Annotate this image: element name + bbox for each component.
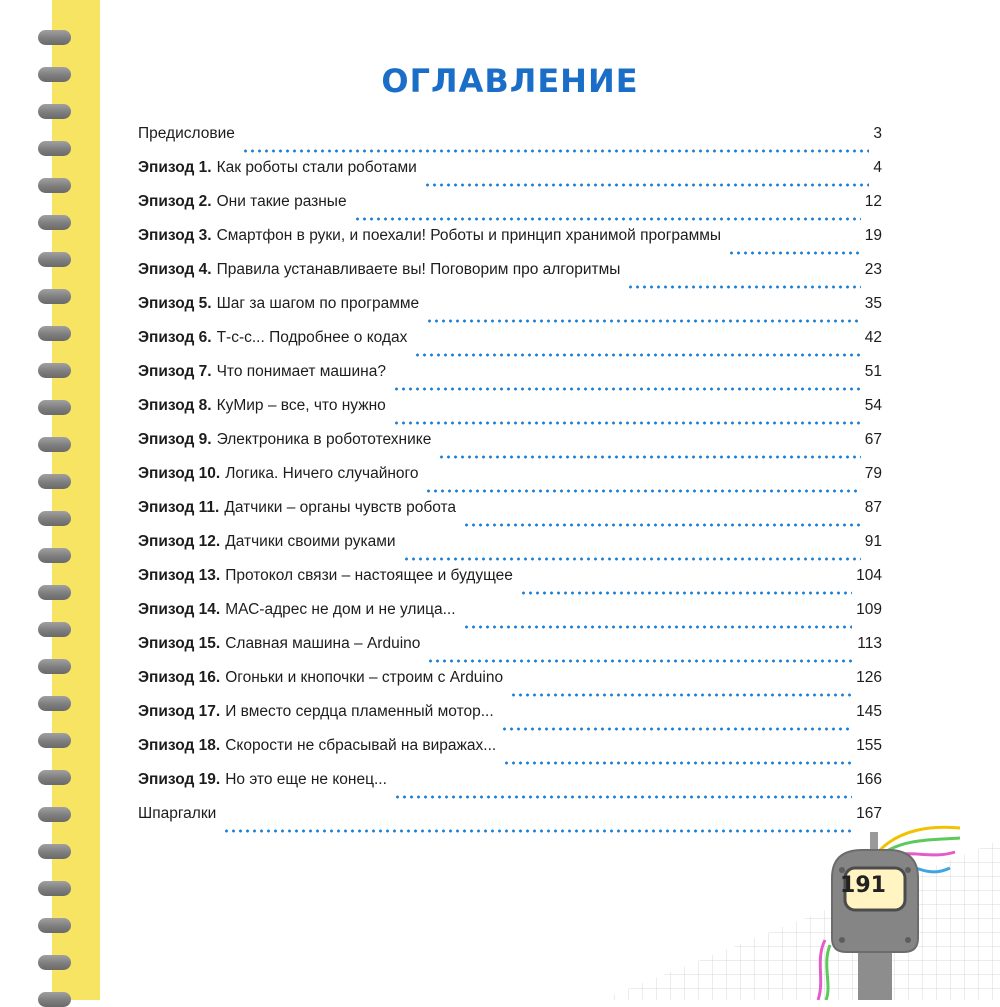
entry-page: 126 [856, 669, 882, 686]
dot-leader [424, 183, 870, 187]
toc-row [138, 261, 882, 295]
entry-title: И вместо сердца пламенный мотор... [225, 703, 494, 720]
binding-ring [38, 733, 71, 748]
toc-row [138, 499, 882, 533]
episode-number: Эпизод 13. [138, 567, 221, 584]
dot-leader [414, 353, 860, 357]
entry-page: 109 [856, 601, 882, 618]
entry-title: Шаг за шагом по программе [216, 295, 420, 312]
entry-title: Скорости не сбрасывай на виражах... [225, 737, 497, 754]
dot-leader [463, 523, 861, 527]
binding-ring [38, 622, 71, 637]
entry-page: 23 [864, 261, 882, 278]
entry-page: 87 [864, 499, 882, 516]
toc-row [138, 397, 882, 431]
entry-page: 167 [856, 805, 882, 822]
episode-number: Эпизод 4. [138, 261, 212, 278]
entry-title: Правила устанавливаете вы! Поговорим про алгоритмы [216, 261, 621, 278]
binding-ring [38, 918, 71, 933]
binding-ring [38, 30, 71, 45]
entry-page: 3 [873, 125, 882, 142]
binding-ring [38, 400, 71, 415]
dot-leader [510, 693, 852, 697]
entry-title: Предисловие [138, 125, 235, 142]
toc-row [138, 329, 882, 363]
episode-number: Эпизод 6. [138, 329, 212, 346]
toc-row [138, 567, 882, 601]
episode-number: Эпизод 3. [138, 227, 212, 244]
episode-number: Эпизод 18. [138, 737, 221, 754]
toc-row [138, 533, 882, 567]
entry-title: Т-с-с... Подробнее о кодах [216, 329, 408, 346]
entry-title: МАС-адрес не дом и не улица... [225, 601, 456, 618]
binding-ring [38, 141, 71, 156]
entry-title: Электроника в робототехнике [216, 431, 432, 448]
episode-number: Эпизод 7. [138, 363, 212, 380]
episode-number: Эпизод 14. [138, 601, 221, 618]
dot-leader [627, 285, 860, 289]
toc-row [138, 295, 882, 329]
entry-title: Как роботы стали роботами [216, 159, 417, 176]
spiral-binding [0, 0, 100, 1000]
toc-row [138, 703, 882, 737]
binding-ring [38, 104, 71, 119]
binding-ring [38, 363, 71, 378]
episode-number: Эпизод 17. [138, 703, 221, 720]
binding-ring [38, 67, 71, 82]
episode-number: Эпизод 10. [138, 465, 221, 482]
binding-ring [38, 326, 71, 341]
entry-page: 42 [864, 329, 882, 346]
binding-ring [38, 585, 71, 600]
dot-leader [438, 455, 860, 459]
episode-number: Эпизод 19. [138, 771, 221, 788]
dot-leader [728, 251, 861, 255]
toc-row [138, 431, 882, 465]
entry-title: Протокол связи – настоящее и будущее [225, 567, 513, 584]
binding-ring [38, 289, 71, 304]
toc-row [138, 363, 882, 397]
toc-row [138, 635, 882, 669]
toc-row [138, 125, 882, 159]
toc-row [138, 669, 882, 703]
toc-row [138, 159, 882, 193]
entry-title: Датчики – органы чувств робота [224, 499, 457, 516]
page-title: ОГЛАВЛЕНИЕ [381, 62, 639, 100]
entry-page: 155 [856, 737, 882, 754]
dot-leader [394, 795, 852, 799]
episode-number: Эпизод 16. [138, 669, 221, 686]
entry-page: 113 [857, 635, 882, 652]
binding-ring [38, 252, 71, 267]
episode-number: Эпизод 12. [138, 533, 221, 550]
entry-title: Они такие разные [216, 193, 347, 210]
dot-leader [393, 387, 861, 391]
binding-ring [38, 474, 71, 489]
binding-ring [38, 955, 71, 970]
entry-title: Славная машина – Arduino [225, 635, 421, 652]
entry-title: Огоньки и кнопочки – строим с Arduino [225, 669, 504, 686]
dot-leader [403, 557, 861, 561]
dot-leader [393, 421, 861, 425]
episode-number: Эпизод 5. [138, 295, 212, 312]
episode-number: Эпизод 1. [138, 159, 212, 176]
entry-page: 79 [864, 465, 882, 482]
page-number: 191 [840, 873, 886, 898]
dot-leader [425, 489, 860, 493]
dot-leader [354, 217, 861, 221]
entry-page: 19 [864, 227, 882, 244]
entry-title: Что понимает машина? [216, 363, 386, 380]
binding-ring [38, 215, 71, 230]
binding-ring [38, 178, 71, 193]
episode-number: Эпизод 9. [138, 431, 212, 448]
binding-ring [38, 511, 71, 526]
robot-decoration [600, 820, 1000, 1000]
toc-row [138, 601, 882, 635]
entry-page: 54 [864, 397, 882, 414]
dot-leader [427, 659, 853, 663]
binding-ring [38, 437, 71, 452]
dot-leader [520, 591, 852, 595]
dot-leader [242, 149, 870, 153]
dot-leader [426, 319, 861, 323]
entry-page: 91 [864, 533, 882, 550]
binding-ring [38, 696, 71, 711]
entry-title: КуМир – все, что нужно [216, 397, 386, 414]
entry-page: 35 [864, 295, 882, 312]
toc-row [138, 771, 882, 805]
toc-row [138, 465, 882, 499]
toc-row [138, 227, 882, 261]
binding-ring [38, 770, 71, 785]
toc-row [138, 193, 882, 227]
entry-page: 67 [864, 431, 882, 448]
entry-page: 51 [864, 363, 882, 380]
episode-number: Эпизод 8. [138, 397, 212, 414]
toc-row [138, 737, 882, 771]
entry-page: 12 [864, 193, 882, 210]
dot-leader [501, 727, 852, 731]
entry-title: Логика. Ничего случайного [225, 465, 419, 482]
binding-ring [38, 659, 71, 674]
episode-number: Эпизод 2. [138, 193, 212, 210]
binding-ring [38, 881, 71, 896]
episode-number: Эпизод 11. [138, 499, 220, 516]
dot-leader [503, 761, 852, 765]
entry-title: Но это еще не конец... [225, 771, 387, 788]
binding-ring [38, 844, 71, 859]
entry-title: Датчики своими руками [225, 533, 396, 550]
entry-page: 145 [856, 703, 882, 720]
entry-page: 4 [873, 159, 882, 176]
binding-ring [38, 807, 71, 822]
dot-leader [463, 625, 853, 629]
entry-page: 166 [856, 771, 882, 788]
grid-paper [600, 840, 1000, 1000]
table-of-contents [138, 125, 882, 839]
entry-page: 104 [856, 567, 882, 584]
entry-title: Шпаргалки [138, 805, 217, 822]
entry-title: Смартфон в руки, и поехали! Роботы и принцип хранимой программы [216, 227, 722, 244]
episode-number: Эпизод 15. [138, 635, 221, 652]
binding-ring [38, 548, 71, 563]
